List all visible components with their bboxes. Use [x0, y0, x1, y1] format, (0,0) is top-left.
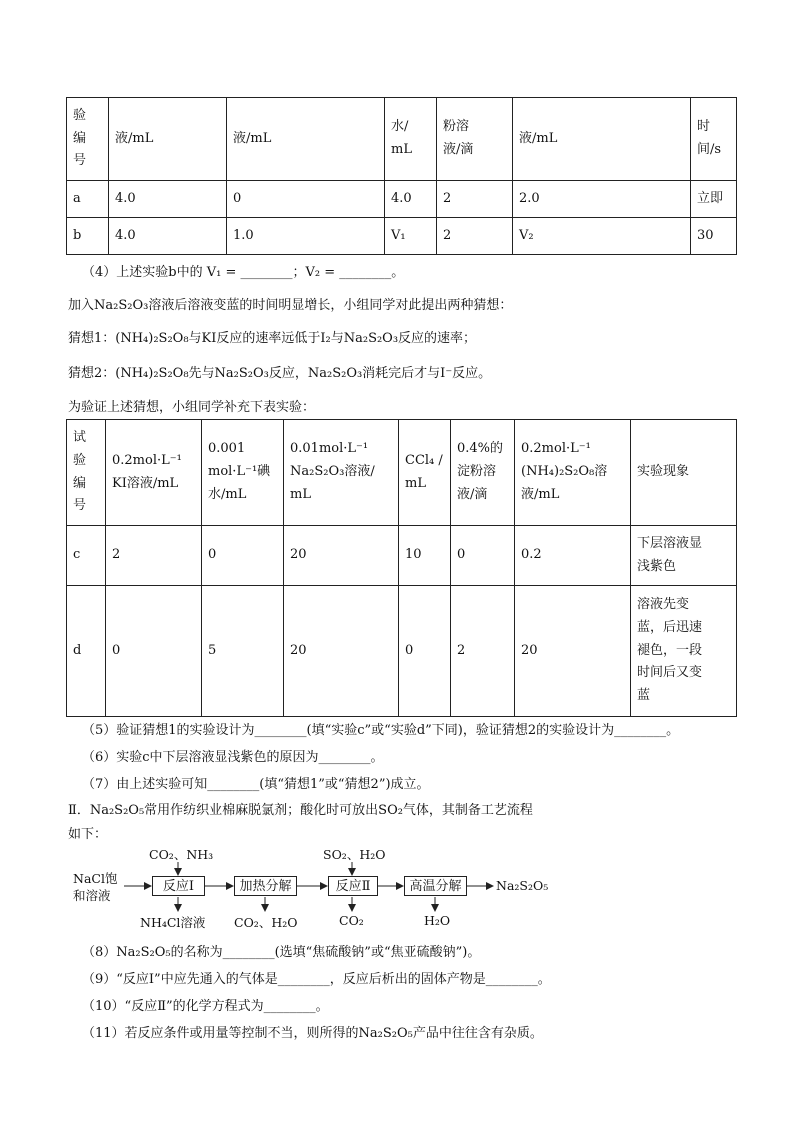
flow-box-reaction-2: 反应Ⅱ	[328, 876, 378, 896]
flow-output-label: NH₄Cl溶液	[140, 915, 206, 930]
table-cell: 0	[227, 181, 385, 218]
question-4: （4）上述实验b中的 V₁ = ________；V₂ = ________。	[82, 265, 405, 280]
question-11: （11）若反应条件或用量等控制不当，则所得的Na₂S₂O₅产品中往往含有杂质。	[82, 1026, 543, 1041]
table1-header: 液/mL	[513, 98, 691, 181]
table-cell: 0.2	[515, 526, 631, 586]
table1-header: 液/mL	[109, 98, 227, 181]
table1-header: 水/ mL	[385, 98, 437, 181]
table-cell: 2	[451, 586, 515, 717]
table2-header: 0.01mol·L⁻¹ Na₂S₂O₃溶液/ mL	[284, 420, 399, 526]
table-cell: 0	[451, 526, 515, 586]
table2-header: CCl₄ / mL	[399, 420, 451, 526]
table2-header: 试 验 编 号	[67, 420, 106, 526]
flow-start-label: NaCl饱	[73, 871, 118, 886]
table-cell: 20	[515, 586, 631, 717]
flow-output-label: CO₂、H₂O	[234, 915, 298, 930]
flow-box-high-temp-decompose: 高温分解	[404, 876, 467, 896]
table1-header: 时 间/s	[691, 98, 737, 181]
table-cell: 4.0	[385, 181, 437, 218]
question-10: （10）“反应Ⅱ”的化学方程式为________。	[82, 999, 329, 1014]
table-cell: 2.0	[513, 181, 691, 218]
table-cell: 4.0	[109, 181, 227, 218]
table2-header: 0.2mol·L⁻¹ KI溶液/mL	[106, 420, 202, 526]
table-cell: 2	[437, 218, 513, 255]
flow-input-label: SO₂、H₂O	[323, 847, 386, 862]
table-cell: 2	[437, 181, 513, 218]
table2-header: 0.2mol·L⁻¹ (NH₄)₂S₂O₈溶 液/mL	[515, 420, 631, 526]
table2-header: 0.4%的 淀粉溶 液/滴	[451, 420, 515, 526]
table-cell: 0	[106, 586, 202, 717]
table-cell: 立即	[691, 181, 737, 218]
table1-header: 验 编 号	[67, 98, 109, 181]
flow-output-label: CO₂	[339, 913, 364, 928]
table-cell: 0	[399, 586, 451, 717]
intro-text: 加入Na₂S₂O₃溶液后溶液变蓝的时间明显增长，小组同学对此提出两种猜想：	[68, 298, 513, 313]
table-cell: 1.0	[227, 218, 385, 255]
table-cell: d	[67, 586, 106, 717]
table-cell: 4.0	[109, 218, 227, 255]
flow-box-reaction-1: 反应Ⅰ	[152, 876, 205, 896]
guess-1: 猜想1：(NH₄)₂S₂O₈与KI反应的速率远低于I₂与Na₂S₂O₃反应的速率；	[68, 331, 477, 346]
table-cell: 0	[202, 526, 284, 586]
table2-header: 实验现象	[631, 420, 737, 526]
table-cell: 下层溶液显 浅紫色	[631, 526, 737, 586]
table1-header: 液/mL	[227, 98, 385, 181]
question-7: （7）由上述实验可知________(填“猜想1”或“猜想2”)成立。	[82, 777, 430, 792]
part2-intro: Ⅱ．Na₂S₂O₅常用作纺织业棉麻脱氯剂；酸化时可放出SO₂气体，其制备工艺流程	[68, 803, 533, 818]
flow-input-label: CO₂、NH₃	[149, 847, 214, 862]
flow-product-label: Na₂S₂O₅	[496, 878, 549, 893]
question-8: （8）Na₂S₂O₅的名称为________(选填“焦硫酸钠”或“焦亚硫酸钠”)。	[82, 945, 481, 960]
part2-intro-cont: 如下：	[68, 827, 108, 842]
table-cell: V₂	[513, 218, 691, 255]
flow-start-label: 和溶液	[73, 888, 111, 903]
flow-box-heat-decompose: 加热分解	[234, 876, 297, 896]
question-6: （6）实验c中下层溶液显浅紫色的原因为________。	[82, 750, 384, 765]
table-cell: V₁	[385, 218, 437, 255]
question-5: （5）验证猜想1的实验设计为________(填“实验c”或“实验d”下同)，验证猜想2的实验设计为________。	[82, 723, 680, 738]
table-cell: 20	[284, 526, 399, 586]
table-cell: b	[67, 218, 109, 255]
guess-2: 猜想2：(NH₄)₂S₂O₈先与Na₂S₂O₃反应，Na₂S₂O₃消耗完后才与I⁻反应。	[68, 366, 492, 381]
table-cell: 5	[202, 586, 284, 717]
table-cell: 20	[284, 586, 399, 717]
table-cell: 溶液先变 蓝，后迅速 褪色，一段 时间后又变 蓝	[631, 586, 737, 717]
table-cell: a	[67, 181, 109, 218]
verify-text: 为验证上述猜想，小组同学补充下表实验：	[68, 400, 316, 415]
table-cell: 10	[399, 526, 451, 586]
table-cell: c	[67, 526, 106, 586]
table1-header: 粉溶 液/滴	[437, 98, 513, 181]
flow-output-label: H₂O	[424, 913, 451, 928]
table-cell: 2	[106, 526, 202, 586]
table2-header: 0.001 mol·L⁻¹碘 水/mL	[202, 420, 284, 526]
question-9: （9）“反应Ⅰ”中应先通入的气体是________，反应后析出的固体产物是________。	[82, 972, 551, 987]
table-cell: 30	[691, 218, 737, 255]
